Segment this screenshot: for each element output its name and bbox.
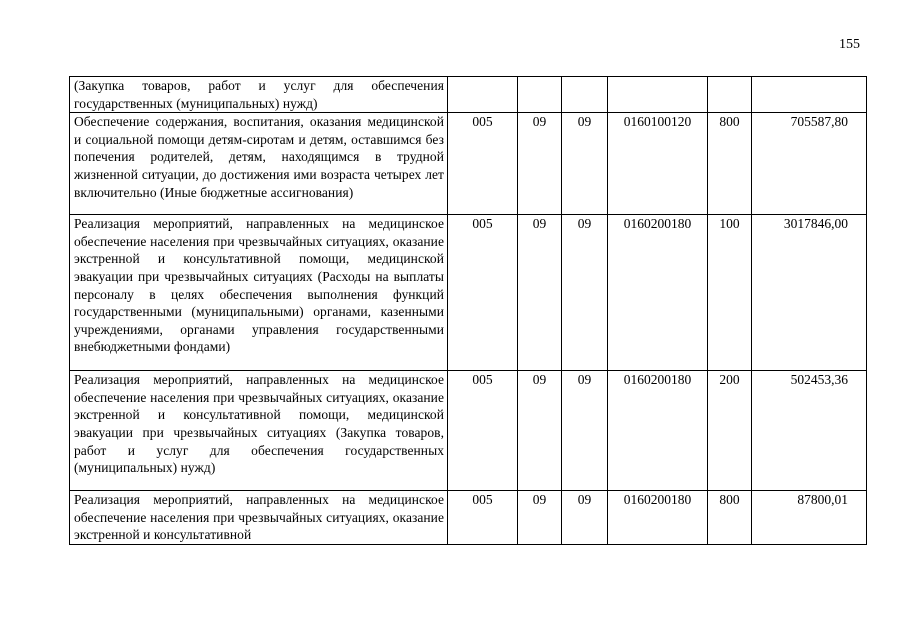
description-text: Реализация мероприятий, направленных на медицинское обеспечение населения при чрезвычайных ситуациях, оказание экстренной и консультативной помощи, медицинской эвакуации при чрезвычайных ситуациях (Закупка товаров, работ и услуг для обеспечения государственных (муниципальных) нужд) xyxy=(74,372,444,476)
section-code-cell: 09 xyxy=(518,371,562,491)
page-number: 155 xyxy=(839,37,860,52)
section-code-cell: 09 xyxy=(518,491,562,545)
target-code-cell: 0160200180 xyxy=(608,491,708,545)
description-cell xyxy=(70,371,448,491)
description-cell xyxy=(70,113,448,215)
description-text: (Закупка товаров, работ и услуг для обеспечения государственных (муниципальных) нужд) xyxy=(74,78,444,111)
table-row xyxy=(70,371,867,491)
budget-table xyxy=(69,76,867,545)
amount-cell: 705587,80 xyxy=(752,113,867,215)
table-row xyxy=(70,215,867,371)
table-row xyxy=(70,491,867,545)
target-code-cell: 0160200180 xyxy=(608,371,708,491)
description-text: Обеспечение содержания, воспитания, оказания медицинской и социальной помощи детям-сиротам и детям, оставшимся без попечения родителей, детям, находящимся в трудной жизненной ситуации, до достижения ими возраста четырех лет включительно (Иные бюджетные ассигнования) xyxy=(74,114,444,200)
ministry-code-cell: 005 xyxy=(448,113,518,215)
expense-type-cell: 100 xyxy=(708,215,752,371)
section-code-cell: 09 xyxy=(518,113,562,215)
ministry-code-cell: 005 xyxy=(448,491,518,545)
description-cell xyxy=(70,77,448,113)
amount-cell xyxy=(752,77,867,113)
target-code-cell xyxy=(608,77,708,113)
description-cell xyxy=(70,215,448,371)
table-row xyxy=(70,77,867,113)
expense-type-cell: 800 xyxy=(708,113,752,215)
target-code-cell: 0160200180 xyxy=(608,215,708,371)
expense-type-cell: 200 xyxy=(708,371,752,491)
section-code-cell: 09 xyxy=(518,215,562,371)
description-cell xyxy=(70,491,448,545)
description-text: Реализация мероприятий, направленных на медицинское обеспечение населения при чрезвычайных ситуациях, оказание экстренной и консультативной xyxy=(74,492,444,543)
subsection-code-cell: 09 xyxy=(562,371,608,491)
amount-cell: 502453,36 xyxy=(752,371,867,491)
expense-type-cell xyxy=(708,77,752,113)
table-row xyxy=(70,113,867,215)
subsection-code-cell: 09 xyxy=(562,113,608,215)
subsection-code-cell xyxy=(562,77,608,113)
amount-cell: 3017846,00 xyxy=(752,215,867,371)
subsection-code-cell: 09 xyxy=(562,215,608,371)
ministry-code-cell: 005 xyxy=(448,215,518,371)
subsection-code-cell: 09 xyxy=(562,491,608,545)
description-text: Реализация мероприятий, направленных на медицинское обеспечение населения при чрезвычайных ситуациях, оказание экстренной и консультативной помощи, медицинской эвакуации при чрезвычайных ситуациях (Расходы на выплаты персоналу в целях обеспечения выполнения функций государственными (муниципальными) органами, казенными учреждениями, органами управления государственными внебюджетными фондами) xyxy=(74,216,444,355)
amount-cell: 87800,01 xyxy=(752,491,867,545)
expense-type-cell: 800 xyxy=(708,491,752,545)
ministry-code-cell xyxy=(448,77,518,113)
target-code-cell: 0160100120 xyxy=(608,113,708,215)
section-code-cell xyxy=(518,77,562,113)
ministry-code-cell: 005 xyxy=(448,371,518,491)
